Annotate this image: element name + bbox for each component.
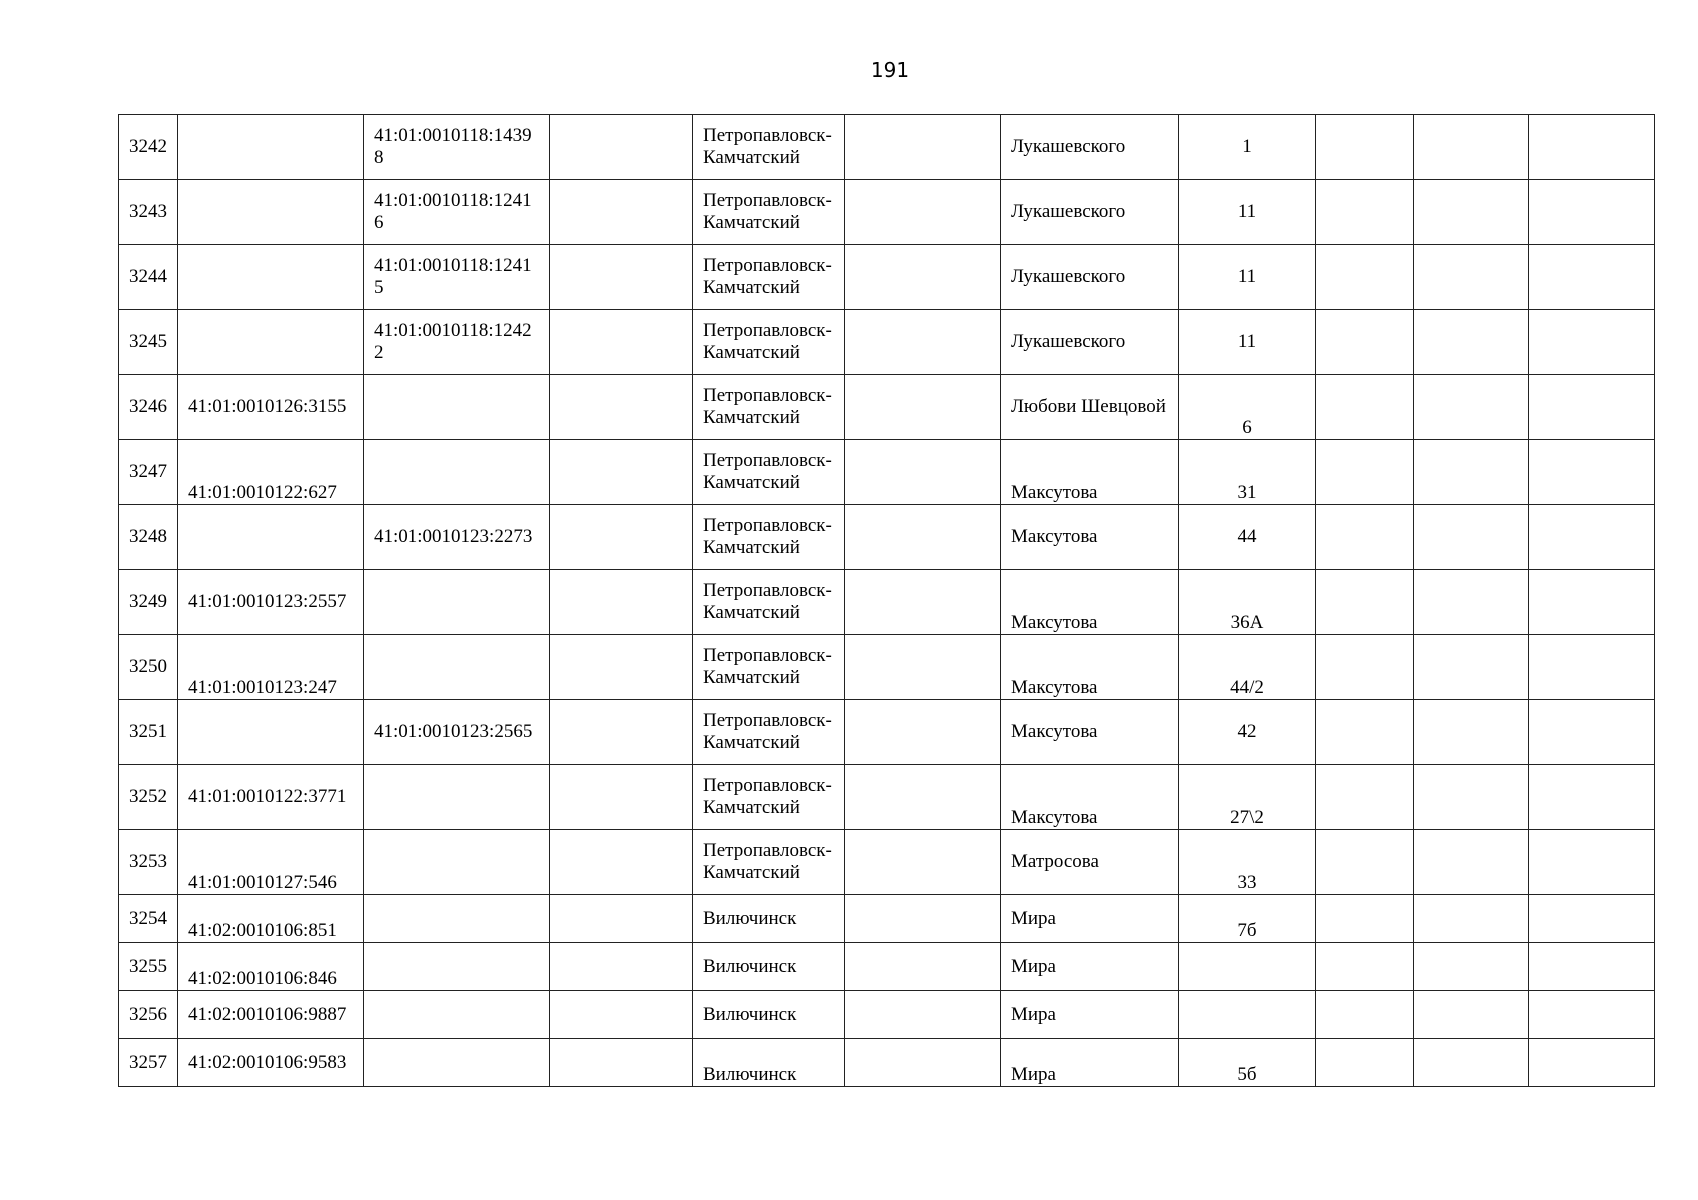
empty-cell (1414, 700, 1529, 765)
empty-cell (845, 310, 1001, 375)
house-number-cell: 11 (1179, 180, 1316, 245)
empty-cell (1316, 700, 1414, 765)
cadastral-number-alt-cell (364, 1039, 550, 1087)
house-number-cell: 44/2 (1179, 635, 1316, 700)
house-number-cell (1179, 991, 1316, 1039)
empty-cell (1316, 1039, 1414, 1087)
empty-cell (1316, 115, 1414, 180)
empty-cell (1414, 991, 1529, 1039)
empty-cell (845, 895, 1001, 943)
empty-cell (845, 1039, 1001, 1087)
empty-cell (845, 375, 1001, 440)
empty-cell (550, 310, 693, 375)
empty-cell (845, 991, 1001, 1039)
table-row (119, 245, 1655, 310)
empty-cell (1414, 180, 1529, 245)
table-row (119, 765, 1655, 830)
house-number-cell: 11 (1179, 245, 1316, 310)
empty-cell (550, 440, 693, 505)
city-cell: Петропавловск-Камчатский (693, 375, 845, 440)
street-cell: Мира (1001, 991, 1179, 1039)
cadastral-number-alt-cell: 41:01:0010118:12415 (364, 245, 550, 310)
empty-cell (1414, 505, 1529, 570)
empty-cell (1529, 115, 1655, 180)
cadastral-number-alt-cell: 41:01:0010118:14398 (364, 115, 550, 180)
empty-cell (1414, 635, 1529, 700)
empty-cell (550, 700, 693, 765)
empty-cell (550, 1039, 693, 1087)
house-number-cell: 1 (1179, 115, 1316, 180)
empty-cell (1414, 1039, 1529, 1087)
house-number-cell: 36А (1179, 570, 1316, 635)
empty-cell (550, 505, 693, 570)
page-number: 191 (870, 58, 910, 82)
street-cell: Лукашевского (1001, 310, 1179, 375)
cadastral-number-alt-cell: 41:01:0010118:12422 (364, 310, 550, 375)
street-cell: Максутова (1001, 635, 1179, 700)
row-number-cell: 3256 (119, 991, 178, 1039)
city-cell: Петропавловск-Камчатский (693, 245, 845, 310)
empty-cell (1529, 943, 1655, 991)
empty-cell (1414, 830, 1529, 895)
street-cell: Любови Шевцовой (1001, 375, 1179, 440)
row-number-cell: 3251 (119, 700, 178, 765)
table-row (119, 991, 1655, 1039)
empty-cell (845, 830, 1001, 895)
cadastral-number-cell: 41:02:0010106:9887 (178, 991, 364, 1039)
empty-cell (1414, 375, 1529, 440)
empty-cell (550, 991, 693, 1039)
empty-cell (845, 943, 1001, 991)
table-row (119, 943, 1655, 991)
cadastral-number-cell: 41:01:0010126:3155 (178, 375, 364, 440)
empty-cell (550, 115, 693, 180)
empty-cell (550, 765, 693, 830)
cadastral-number-cell (178, 310, 364, 375)
empty-cell (1529, 830, 1655, 895)
empty-cell (1529, 245, 1655, 310)
empty-cell (1414, 765, 1529, 830)
empty-cell (1414, 943, 1529, 991)
city-cell: Петропавловск-Камчатский (693, 505, 845, 570)
empty-cell (550, 570, 693, 635)
city-cell: Петропавловск-Камчатский (693, 570, 845, 635)
empty-cell (845, 505, 1001, 570)
city-cell: Вилючинск (693, 991, 845, 1039)
empty-cell (1529, 635, 1655, 700)
cadastral-number-cell (178, 505, 364, 570)
row-number-cell: 3243 (119, 180, 178, 245)
cadastral-number-cell: 41:01:0010127:546 (178, 830, 364, 895)
cadastral-number-cell: 41:01:0010122:627 (178, 440, 364, 505)
cadastral-number-cell (178, 245, 364, 310)
table-body (119, 115, 1655, 1087)
street-cell: Максутова (1001, 440, 1179, 505)
empty-cell (1414, 115, 1529, 180)
city-cell: Петропавловск-Камчатский (693, 310, 845, 375)
street-cell: Максутова (1001, 700, 1179, 765)
cadastral-number-cell: 41:02:0010106:851 (178, 895, 364, 943)
row-number-cell: 3253 (119, 830, 178, 895)
house-number-cell: 42 (1179, 700, 1316, 765)
street-cell: Максутова (1001, 765, 1179, 830)
house-number-cell: 11 (1179, 310, 1316, 375)
cadastral-number-alt-cell (364, 375, 550, 440)
cadastral-number-cell: 41:01:0010123:247 (178, 635, 364, 700)
row-number-cell: 3248 (119, 505, 178, 570)
row-number-cell: 3249 (119, 570, 178, 635)
city-cell: Петропавловск-Камчатский (693, 700, 845, 765)
table-row (119, 310, 1655, 375)
empty-cell (1316, 895, 1414, 943)
table-row (119, 830, 1655, 895)
cadastral-number-alt-cell: 41:01:0010123:2273 (364, 505, 550, 570)
house-number-cell (1179, 943, 1316, 991)
street-cell: Лукашевского (1001, 245, 1179, 310)
row-number-cell: 3255 (119, 943, 178, 991)
empty-cell (1316, 570, 1414, 635)
cadastral-number-alt-cell: 41:01:0010118:12416 (364, 180, 550, 245)
empty-cell (1529, 991, 1655, 1039)
city-cell: Вилючинск (693, 943, 845, 991)
empty-cell (550, 635, 693, 700)
empty-cell (1529, 1039, 1655, 1087)
empty-cell (1529, 570, 1655, 635)
empty-cell (1316, 765, 1414, 830)
registry-table (118, 114, 1655, 1087)
empty-cell (1529, 505, 1655, 570)
empty-cell (1316, 505, 1414, 570)
empty-cell (845, 115, 1001, 180)
house-number-cell: 31 (1179, 440, 1316, 505)
street-cell: Максутова (1001, 570, 1179, 635)
row-number-cell: 3257 (119, 1039, 178, 1087)
empty-cell (1529, 700, 1655, 765)
house-number-cell: 44 (1179, 505, 1316, 570)
house-number-cell: 5б (1179, 1039, 1316, 1087)
city-cell: Вилючинск (693, 1039, 845, 1087)
empty-cell (1414, 440, 1529, 505)
street-cell: Мира (1001, 895, 1179, 943)
empty-cell (845, 440, 1001, 505)
empty-cell (1529, 375, 1655, 440)
cadastral-number-cell: 41:02:0010106:846 (178, 943, 364, 991)
street-cell: Максутова (1001, 505, 1179, 570)
house-number-cell: 6 (1179, 375, 1316, 440)
empty-cell (550, 180, 693, 245)
table-row (119, 700, 1655, 765)
cadastral-number-alt-cell (364, 635, 550, 700)
street-cell: Мира (1001, 1039, 1179, 1087)
empty-cell (1316, 310, 1414, 375)
row-number-cell: 3252 (119, 765, 178, 830)
city-cell: Петропавловск-Камчатский (693, 635, 845, 700)
empty-cell (550, 895, 693, 943)
house-number-cell: 33 (1179, 830, 1316, 895)
street-cell: Лукашевского (1001, 115, 1179, 180)
empty-cell (1529, 440, 1655, 505)
empty-cell (845, 635, 1001, 700)
table-row (119, 375, 1655, 440)
cadastral-number-cell (178, 115, 364, 180)
row-number-cell: 3246 (119, 375, 178, 440)
table-row (119, 505, 1655, 570)
house-number-cell: 7б (1179, 895, 1316, 943)
cadastral-number-alt-cell (364, 570, 550, 635)
row-number-cell: 3242 (119, 115, 178, 180)
cadastral-number-alt-cell (364, 943, 550, 991)
table-row (119, 115, 1655, 180)
empty-cell (1316, 635, 1414, 700)
empty-cell (845, 245, 1001, 310)
table-row (119, 440, 1655, 505)
empty-cell (845, 765, 1001, 830)
row-number-cell: 3250 (119, 635, 178, 700)
empty-cell (550, 830, 693, 895)
empty-cell (1316, 991, 1414, 1039)
empty-cell (845, 570, 1001, 635)
table-row (119, 180, 1655, 245)
empty-cell (1316, 180, 1414, 245)
city-cell: Петропавловск-Камчатский (693, 440, 845, 505)
table-row (119, 1039, 1655, 1087)
cadastral-number-alt-cell: 41:01:0010123:2565 (364, 700, 550, 765)
street-cell: Мира (1001, 943, 1179, 991)
empty-cell (1316, 375, 1414, 440)
empty-cell (1316, 943, 1414, 991)
cadastral-number-alt-cell (364, 991, 550, 1039)
empty-cell (1414, 245, 1529, 310)
empty-cell (845, 700, 1001, 765)
table-row (119, 635, 1655, 700)
cadastral-number-cell (178, 700, 364, 765)
row-number-cell: 3245 (119, 310, 178, 375)
row-number-cell: 3254 (119, 895, 178, 943)
city-cell: Петропавловск-Камчатский (693, 830, 845, 895)
table-row (119, 570, 1655, 635)
empty-cell (845, 180, 1001, 245)
empty-cell (550, 375, 693, 440)
cadastral-number-cell (178, 180, 364, 245)
empty-cell (1316, 440, 1414, 505)
table-row (119, 895, 1655, 943)
cadastral-number-alt-cell (364, 765, 550, 830)
city-cell: Петропавловск-Камчатский (693, 180, 845, 245)
city-cell: Вилючинск (693, 895, 845, 943)
city-cell: Петропавловск-Камчатский (693, 765, 845, 830)
cadastral-number-alt-cell (364, 440, 550, 505)
empty-cell (1529, 765, 1655, 830)
empty-cell (1529, 180, 1655, 245)
cadastral-number-cell: 41:01:0010122:3771 (178, 765, 364, 830)
cadastral-number-cell: 41:02:0010106:9583 (178, 1039, 364, 1087)
street-cell: Лукашевского (1001, 180, 1179, 245)
empty-cell (1316, 245, 1414, 310)
cadastral-number-alt-cell (364, 830, 550, 895)
city-cell: Петропавловск-Камчатский (693, 115, 845, 180)
empty-cell (1316, 830, 1414, 895)
row-number-cell: 3244 (119, 245, 178, 310)
house-number-cell: 27\2 (1179, 765, 1316, 830)
empty-cell (550, 943, 693, 991)
empty-cell (1414, 310, 1529, 375)
row-number-cell: 3247 (119, 440, 178, 505)
empty-cell (550, 245, 693, 310)
empty-cell (1529, 310, 1655, 375)
cadastral-number-cell: 41:01:0010123:2557 (178, 570, 364, 635)
empty-cell (1529, 895, 1655, 943)
cadastral-number-alt-cell (364, 895, 550, 943)
empty-cell (1414, 895, 1529, 943)
empty-cell (1414, 570, 1529, 635)
street-cell: Матросова (1001, 830, 1179, 895)
